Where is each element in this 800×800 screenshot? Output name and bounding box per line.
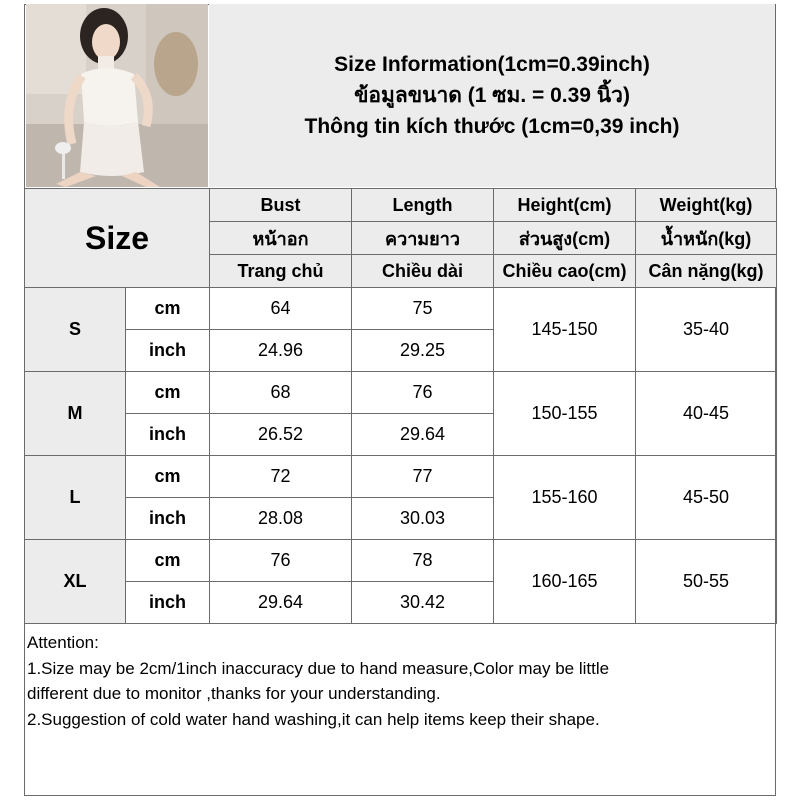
table-row (25, 288, 777, 330)
size-info-header (209, 4, 775, 187)
unit-label: inch (126, 330, 210, 372)
column-header-length: Length (352, 189, 494, 222)
unit-label: cm (126, 372, 210, 414)
length-cm-value: 77 (352, 456, 494, 498)
size-title: Size (25, 189, 210, 288)
unit-label: cm (126, 288, 210, 330)
weight-value: 45-50 (636, 456, 777, 540)
length-inch-value: 29.64 (352, 414, 494, 456)
column-header-weight-vietnamese: Cân nặng(kg) (636, 255, 777, 288)
model-photo-illustration (26, 4, 208, 187)
bust-inch-value: 24.96 (210, 330, 352, 372)
attention-line: different due to monitor ,thanks for your understanding. (27, 684, 441, 703)
bust-inch-value: 29.64 (210, 582, 352, 624)
header-line-english: Size Information(1cm=0.39inch) (334, 53, 650, 76)
bust-cm-value: 76 (210, 540, 352, 582)
column-header-bust-thai: หน้าอก (210, 222, 352, 255)
column-header-bust: Bust (210, 189, 352, 222)
column-header-height-vietnamese: Chiều cao(cm) (494, 255, 636, 288)
size-label: XL (25, 540, 126, 624)
attention-notes (27, 630, 772, 732)
attention-line: 1.Size may be 2cm/1inch inaccuracy due to hand measure,Color may be little (27, 658, 610, 678)
weight-value: 50-55 (636, 540, 777, 624)
height-value: 155-160 (494, 456, 636, 540)
header-line-vietnamese: Thông tin kích thước (1cm=0,39 inch) (304, 115, 680, 138)
column-header-weight-thai: น้ำหนัก(kg) (636, 222, 777, 255)
column-header-height-thai: ส่วนสูง(cm) (494, 222, 636, 255)
table-row (25, 540, 777, 582)
unit-label: inch (126, 498, 210, 540)
height-value: 145-150 (494, 288, 636, 372)
length-inch-value: 30.03 (352, 498, 494, 540)
column-header-bust-vietnamese: Trang chủ (210, 255, 352, 288)
height-value: 160-165 (494, 540, 636, 624)
column-header-height: Height(cm) (494, 189, 636, 222)
length-inch-value: 30.42 (352, 582, 494, 624)
unit-label: cm (126, 540, 210, 582)
size-label: L (25, 456, 126, 540)
size-chart-table (24, 188, 777, 624)
bust-cm-value: 72 (210, 456, 352, 498)
unit-label: inch (126, 582, 210, 624)
table-row (25, 372, 777, 414)
length-cm-value: 75 (352, 288, 494, 330)
bust-inch-value: 28.08 (210, 498, 352, 540)
weight-value: 40-45 (636, 372, 777, 456)
height-value: 150-155 (494, 372, 636, 456)
header-row-english (25, 189, 777, 222)
column-header-weight: Weight(kg) (636, 189, 777, 222)
attention-line: 2.Suggestion of cold water hand washing,it can help items keep their shape. (27, 709, 600, 729)
size-label: S (25, 288, 126, 372)
bust-cm-value: 64 (210, 288, 352, 330)
table-row (25, 456, 777, 498)
length-cm-value: 76 (352, 372, 494, 414)
product-photo (26, 4, 208, 187)
attention-title: Attention: (27, 633, 99, 652)
column-header-length-thai: ความยาว (352, 222, 494, 255)
weight-value: 35-40 (636, 288, 777, 372)
header-line-thai: ข้อมูลขนาด (1 ซม. = 0.39 นิ้ว) (354, 84, 630, 107)
column-header-length-vietnamese: Chiều dài (352, 255, 494, 288)
size-label: M (25, 372, 126, 456)
bust-cm-value: 68 (210, 372, 352, 414)
length-cm-value: 78 (352, 540, 494, 582)
length-inch-value: 29.25 (352, 330, 494, 372)
bust-inch-value: 26.52 (210, 414, 352, 456)
unit-label: inch (126, 414, 210, 456)
unit-label: cm (126, 456, 210, 498)
